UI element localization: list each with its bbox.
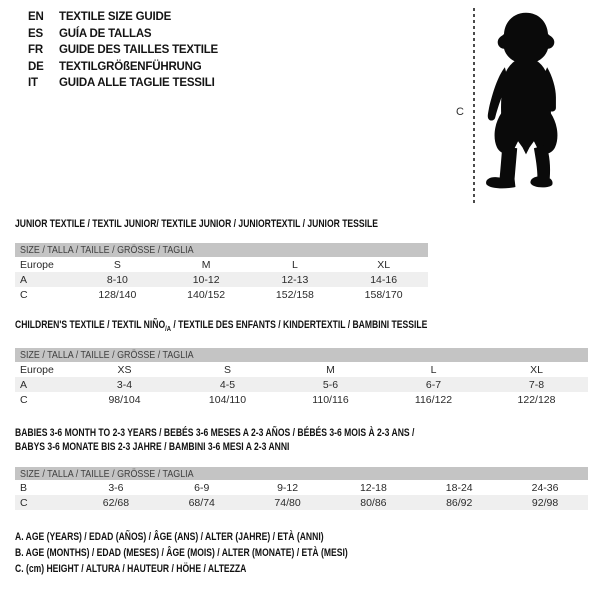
footnote-c: C. (cm) HEIGHT / ALTURA / HAUTEUR / HÖHE / ALTEZZA [15, 563, 247, 575]
table-row [15, 287, 428, 302]
height-measure-line [473, 8, 475, 206]
cell: 12-13 [281, 273, 309, 286]
cell: 10-12 [192, 273, 220, 286]
footnote-legend [15, 531, 348, 579]
table-row [15, 495, 588, 510]
cell: 158/170 [364, 288, 403, 301]
cell: 12-18 [359, 481, 387, 494]
row-label: A [20, 273, 28, 286]
footnote-b: B. AGE (MONTHS) / EDAD (MESES) / ÂGE (MOIS) / ALTER (MONATE) / ETÀ (MESI) [15, 547, 348, 559]
table-row [15, 272, 428, 287]
children-title-pre: CHILDREN'S TEXTILE / TEXTIL NIÑO [15, 319, 166, 331]
cell: 14-16 [370, 273, 398, 286]
row-label: C [20, 288, 28, 301]
baby-silhouette-icon [482, 6, 570, 206]
cell: 4-5 [219, 378, 236, 391]
junior-size-header-bar [15, 243, 428, 257]
cell: 5-6 [322, 378, 339, 391]
cell: 6-7 [425, 378, 442, 391]
cell: M [326, 363, 335, 376]
babies-section-title [15, 426, 414, 454]
babies-title-line1: BABIES 3-6 MONTH TO 2-3 YEARS / BEBÉS 3-6 MESES A 2-3 AÑOS / BÉBÉS 3-6 MOIS À 2-3 ANS / [15, 427, 415, 439]
cell: L [291, 258, 298, 271]
cell: 122/128 [517, 393, 556, 406]
cell: XL [530, 363, 543, 376]
size-header-label: SIZE / TALLA / TAILLE / GRÖSSE / TAGLIA [20, 244, 194, 256]
lang-row-it [28, 75, 218, 92]
cell: S [223, 363, 231, 376]
cell: 74/80 [274, 496, 301, 509]
lang-code: EN [28, 11, 44, 24]
lang-code: ES [28, 27, 43, 40]
children-title-sub: /A [165, 324, 171, 334]
footnote-a: A. AGE (YEARS) / EDAD (AÑOS) / ÂGE (ANS) / ALTER (JAHRE) / ETÀ (ANNI) [15, 531, 324, 543]
cell: 62/68 [102, 496, 130, 509]
children-title-post: / TEXTILE DES ENFANTS / KINDERTEXTIL / BAMBINI TESSILE [170, 319, 428, 331]
table-row [15, 392, 588, 407]
cell: M [201, 258, 211, 271]
cell: 8-10 [106, 273, 128, 286]
row-label: B [20, 481, 28, 494]
table-row [15, 480, 588, 495]
cell: 116/122 [414, 393, 453, 406]
lang-label: TEXTILE SIZE GUIDE [59, 11, 172, 24]
row-label: Europe [20, 258, 54, 271]
cell: 3-6 [108, 481, 124, 494]
junior-size-table [15, 243, 428, 302]
lang-code: FR [28, 44, 43, 57]
row-label: C [20, 393, 28, 406]
lang-label: GUIDE DES TAILLES TEXTILE [59, 44, 218, 57]
cell: L [430, 363, 437, 376]
lang-label: GUÍA DE TALLAS [59, 27, 152, 40]
table-row [15, 377, 588, 392]
lang-label: GUIDA ALLE TAGLIE TESSILI [59, 77, 215, 90]
lang-row-es [28, 26, 218, 43]
cell: XL [377, 258, 391, 271]
row-label: A [20, 378, 28, 391]
cell: 7-8 [528, 378, 545, 391]
row-label: Europe [20, 363, 54, 376]
table-row [15, 362, 588, 377]
size-header-label: SIZE / TALLA / TAILLE / GRÖSSE / TAGLIA [20, 349, 194, 361]
lang-row-fr [28, 42, 218, 59]
size-header-label: SIZE / TALLA / TAILLE / GRÖSSE / TAGLIA [20, 467, 194, 480]
height-measure-label: C [456, 106, 464, 118]
cell: 104/110 [208, 393, 247, 406]
cell: 110/116 [312, 393, 349, 406]
lang-label: TEXTILGRÖßENFÜHRUNG [59, 60, 202, 73]
children-size-table [15, 348, 588, 407]
cell: 86/92 [446, 496, 473, 509]
lang-row-en [28, 9, 218, 26]
cell: 140/152 [187, 288, 226, 301]
babies-size-header-bar [15, 467, 588, 480]
cell: 18-24 [445, 481, 473, 494]
lang-row-de [28, 59, 218, 76]
cell: 92/98 [531, 496, 559, 509]
cell: S [113, 258, 121, 271]
row-label: C [20, 496, 28, 509]
cell: 152/158 [275, 288, 314, 301]
table-row [15, 257, 428, 272]
babies-size-table [15, 467, 588, 510]
cell: 3-4 [116, 378, 133, 391]
children-section-title [15, 318, 427, 336]
cell: XS [117, 363, 132, 376]
cell: 9-12 [277, 481, 299, 494]
cell: 24-36 [531, 481, 559, 494]
babies-title-line2: BABYS 3-6 MONATE BIS 2-3 JAHRE / BAMBINI 3-6 MESI A 2-3 ANNI [15, 441, 290, 453]
junior-section-title: JUNIOR TEXTILE / TEXTIL JUNIOR/ TEXTILE JUNIOR / JUNIORTEXTIL / JUNIOR TESSILE [15, 218, 378, 230]
language-title-list [28, 9, 218, 92]
lang-code: DE [28, 60, 44, 73]
lang-code: IT [28, 77, 38, 90]
cell: 98/104 [108, 393, 141, 406]
cell: 128/140 [98, 288, 137, 301]
children-size-header-bar [15, 348, 588, 362]
cell: 80/86 [360, 496, 387, 509]
cell: 6-9 [194, 481, 210, 494]
cell: 68/74 [188, 496, 215, 509]
